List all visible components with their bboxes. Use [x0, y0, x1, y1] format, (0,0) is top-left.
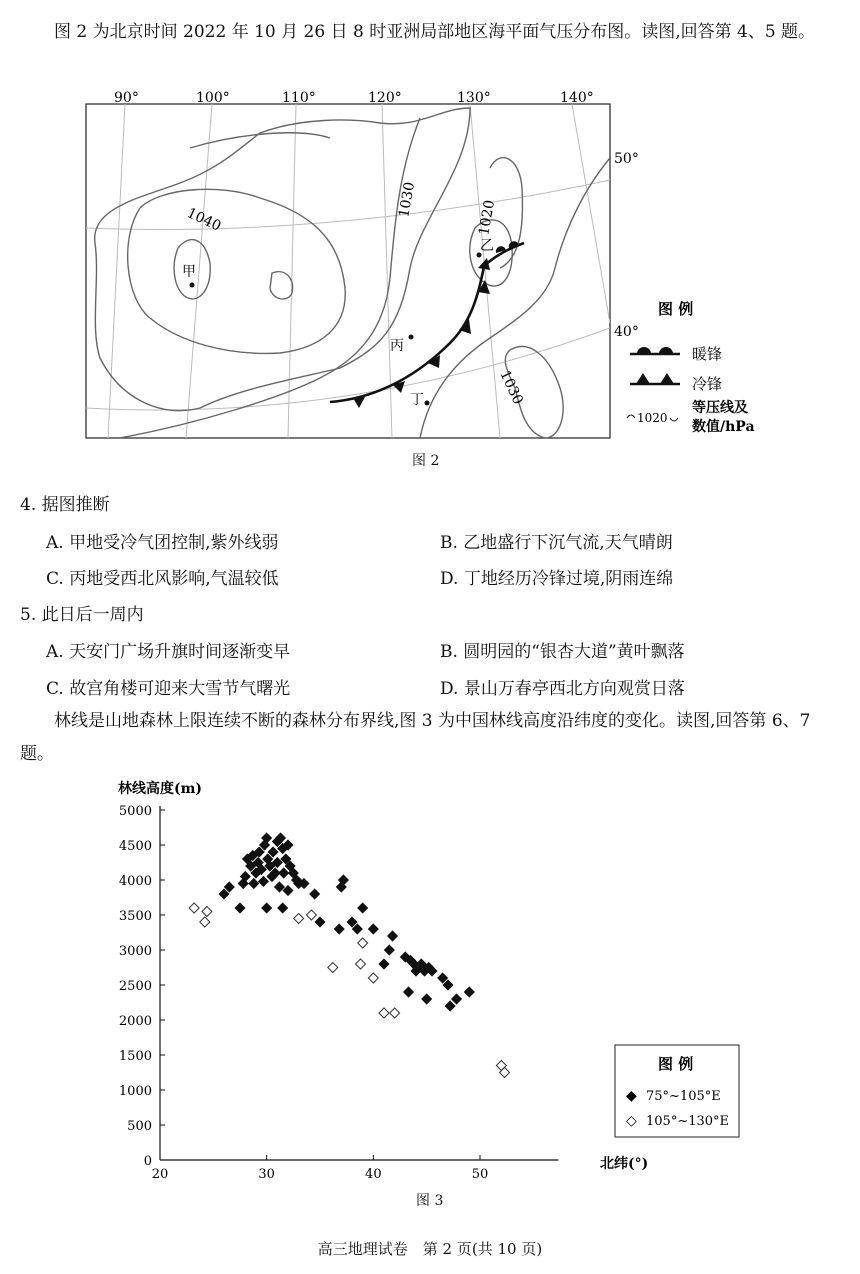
- y-tick-label: 0: [143, 1154, 152, 1169]
- q5-option-b: B. 圆明园的“银杏大道”黄叶飘落: [440, 642, 685, 662]
- q4-option-c: C. 丙地受西北风影响,气温较低: [46, 569, 279, 589]
- point-75-105E: [334, 924, 344, 934]
- lat-label-40: 40°: [614, 324, 639, 340]
- y-tick-label: 2500: [118, 979, 152, 994]
- point-75-105E: [249, 879, 259, 889]
- lat-label-50: 50°: [614, 151, 639, 167]
- fig3-legend: [615, 1045, 739, 1137]
- point-105-130E: [202, 907, 212, 917]
- y-tick-label: 1000: [118, 1084, 152, 1099]
- point-105-130E: [189, 903, 199, 913]
- place-dot-bing: [409, 335, 414, 340]
- q4-option-a: A. 甲地受冷气团控制,紫外线弱: [46, 533, 279, 553]
- isobar-label-1040: 1040: [184, 205, 224, 235]
- point-105-130E: [200, 917, 210, 927]
- legend-isobar-desc-2: 数值/hPa: [692, 419, 755, 435]
- legend-isobar-desc-1: 等压线及: [692, 400, 748, 416]
- point-75-105E: [452, 994, 462, 1004]
- x-tick-label: 20: [151, 1167, 169, 1182]
- y-tick-label: 4500: [118, 839, 152, 854]
- fig3-legend-title: 图 例: [658, 1055, 694, 1073]
- point-75-105E: [379, 959, 389, 969]
- x-tick-label: 30: [258, 1167, 275, 1182]
- intro-fig3: 林线是山地森林上限连续不断的森林分布界线,图 3 为中国林线高度沿纬度的变化。读图,回答第 6、7 题。: [20, 711, 811, 765]
- q4-stem: 4. 据图推断: [20, 495, 110, 515]
- treeline-scatter-chart: [0, 775, 860, 1195]
- q5-option-c: C. 故宫角楼可迎来大雪节气曙光: [46, 679, 291, 699]
- y-axis-label: 林线高度(m): [118, 781, 203, 797]
- q5-option-d: D. 景山万春亭西北方向观赏日落: [440, 679, 685, 699]
- point-105-130E: [294, 914, 304, 924]
- legend-isobar-sample: 1020: [637, 411, 668, 425]
- point-75-105E: [262, 903, 272, 913]
- point-75-105E: [358, 903, 368, 913]
- place-label-jia: 甲: [182, 264, 196, 280]
- legend-cold-front: 冷锋: [692, 375, 723, 393]
- point-105-130E: [306, 910, 316, 920]
- point-75-105E: [384, 945, 394, 955]
- map-frame: [86, 104, 610, 438]
- fig3-legend-filled-marker: ◆: [626, 1088, 637, 1104]
- x-tick-label: 40: [365, 1167, 382, 1182]
- point-75-105E: [368, 924, 378, 934]
- lon-label-130: 130°: [457, 90, 491, 106]
- cold-front-line: [330, 266, 484, 402]
- place-label-yi: 乙: [480, 238, 494, 254]
- cold-front-triangles: [353, 258, 490, 408]
- point-105-130E: [390, 1008, 400, 1018]
- pressure-map: [0, 88, 860, 448]
- isobars: [95, 108, 610, 438]
- point-75-105E: [315, 917, 325, 927]
- point-105-130E: [358, 938, 368, 948]
- q5-stem: 5. 此日后一周内: [20, 605, 144, 625]
- graticule: [86, 104, 610, 438]
- point-75-105E: [388, 931, 398, 941]
- legend-warm-front: 暖锋: [692, 345, 723, 363]
- y-tick-label: 2000: [118, 1014, 152, 1029]
- point-105-130E: [356, 959, 366, 969]
- point-75-105E: [278, 903, 288, 913]
- fig3-legend-series-1: 75°~105°E: [646, 1089, 721, 1104]
- point-75-105E: [258, 876, 268, 886]
- lon-label-120: 120°: [368, 90, 402, 106]
- point-75-105E: [464, 987, 474, 997]
- q5-option-a: A. 天安门广场升旗时间逐渐变早: [46, 642, 291, 662]
- point-75-105E: [404, 987, 414, 997]
- y-tick-label: 5000: [118, 804, 152, 819]
- point-75-105E: [422, 994, 432, 1004]
- fig2-legend: [627, 300, 755, 435]
- point-105-130E: [379, 1008, 389, 1018]
- y-tick-label: 500: [127, 1119, 152, 1134]
- fig3-caption: 图 3: [416, 1193, 444, 1209]
- y-tick-label: 3500: [118, 909, 152, 924]
- fig3-legend-hollow-marker: ◇: [626, 1113, 637, 1129]
- point-105-130E: [328, 963, 338, 973]
- x-axis-label: 北纬(°): [600, 1156, 649, 1172]
- y-tick-label: 3000: [118, 944, 152, 959]
- point-75-105E: [279, 868, 289, 878]
- intro-fig2: 图 2 为北京时间 2022 年 10 月 26 日 8 时亚洲局部地区海平面气压分布图。读图,回答第 4、5 题。: [54, 22, 816, 42]
- lon-label-100: 100°: [196, 90, 230, 106]
- fig2-caption: 图 2: [412, 453, 440, 469]
- point-105-130E: [368, 973, 378, 983]
- lon-label-140: 140°: [560, 90, 594, 106]
- place-dot-ding: [425, 401, 430, 406]
- point-75-105E: [445, 1001, 455, 1011]
- isobar-label-1030-east: 1030: [496, 367, 526, 407]
- fig3-legend-series-2: 105°~130°E: [646, 1114, 730, 1129]
- isobar-label-1030: 1030: [396, 180, 419, 219]
- place-label-ding: 丁: [410, 392, 424, 408]
- isobar-label-1020: 1020: [476, 198, 499, 237]
- place-label-bing: 丙: [390, 338, 404, 354]
- lon-label-90: 90°: [114, 90, 139, 106]
- place-dot-jia: [190, 283, 195, 288]
- lon-label-110: 110°: [282, 90, 316, 106]
- q4-option-b: B. 乙地盛行下沉气流,天气晴朗: [440, 533, 673, 553]
- point-75-105E: [235, 903, 245, 913]
- q4-option-d: D. 丁地经历冷锋过境,阴雨连绵: [440, 569, 674, 589]
- y-tick-label: 1500: [118, 1049, 152, 1064]
- page-footer: 高三地理试卷 第 2 页(共 10 页): [317, 1240, 543, 1258]
- x-tick-label: 50: [471, 1167, 489, 1182]
- fig2-legend-title: 图 例: [658, 300, 694, 318]
- point-75-105E: [310, 889, 320, 899]
- y-tick-label: 4000: [118, 874, 152, 889]
